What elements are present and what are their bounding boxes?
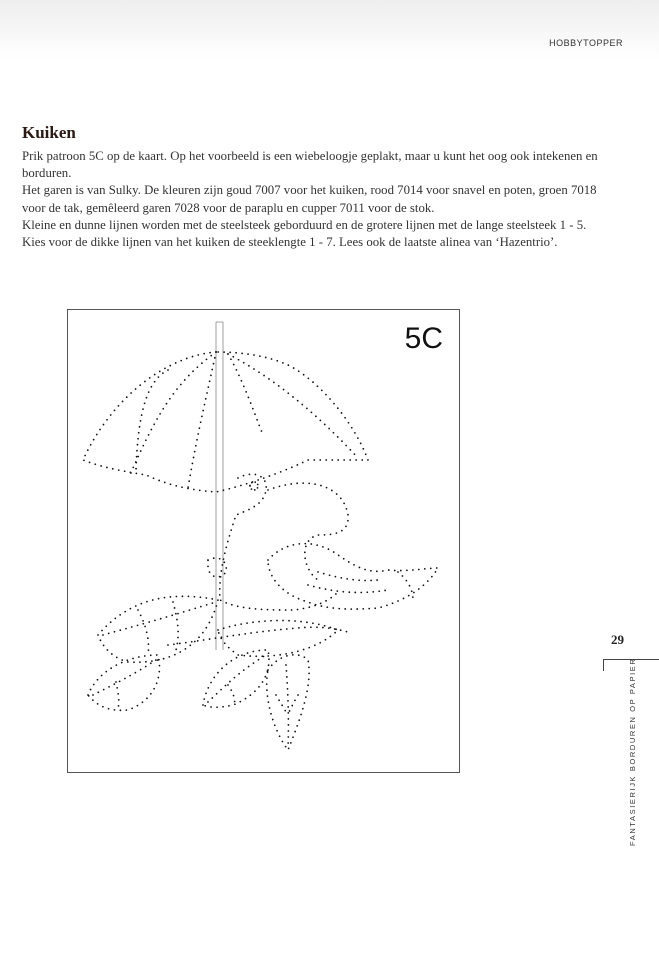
pattern-frame [67,309,460,773]
umbrella-rib-far [228,354,358,458]
umbrella-rib-mid [188,352,216,488]
page-number-rule-tick [603,659,604,671]
leaf-right-mid-vein [208,655,266,706]
page-top-shade [0,0,659,60]
leaf-right-mid [203,650,269,707]
section-header: HOBBYTOPPER [549,38,623,48]
pattern-label: 5C [404,322,443,355]
leaf-left-low-vein [93,660,156,708]
article-body [22,148,602,251]
chick-wing-inner [308,572,413,600]
chick-feet [208,558,226,577]
chick-eye [250,482,258,490]
chick-head [220,474,338,610]
page-number: 29 [611,632,624,647]
umbrella-canopy [83,352,368,492]
leaf-right-top [218,621,338,657]
umbrella-rib-left [130,352,216,475]
chick-back [268,483,348,580]
umbrella-rib-right [228,354,263,435]
leaf-left-low [88,655,159,710]
paragraph-instructions: Prik patroon 5C op de kaart. Op het voorbeeld is een wiebeloogje geplakt, maar u kunt het oog ook intekenen en borduren. [22,149,598,181]
pattern-illustration [68,310,459,772]
leaf-left-vein [103,602,216,655]
umbrella-stick [216,322,223,650]
paragraph-stitches: Kleine en dunne lijnen worden met de steelsteek geborduurd en de grotere lijnen met de lange steelsteek 1 - 5. Kies voor de dikke lijnen van het kuiken de steeklengte 1 - 7. Lees ook de laatste alinea van ‘Hazentrio’. [22,217,587,250]
leaf-right-low [267,655,309,750]
article-title: Kuiken [22,123,76,142]
book-title-vertical: FANTASIERIJK BORDUREN OP PAPIER [628,657,637,846]
chick-wing [268,544,438,610]
paragraph-thread-colors: Het garen is van Sulky. De kleuren zijn goud 7007 voor het kuiken, rood 7014 voor snavel en poten, groen 7018 voor de tak, gemêleerd garen 7028 voor de paraplu en cupper 7011 voor de stok. [22,183,597,215]
